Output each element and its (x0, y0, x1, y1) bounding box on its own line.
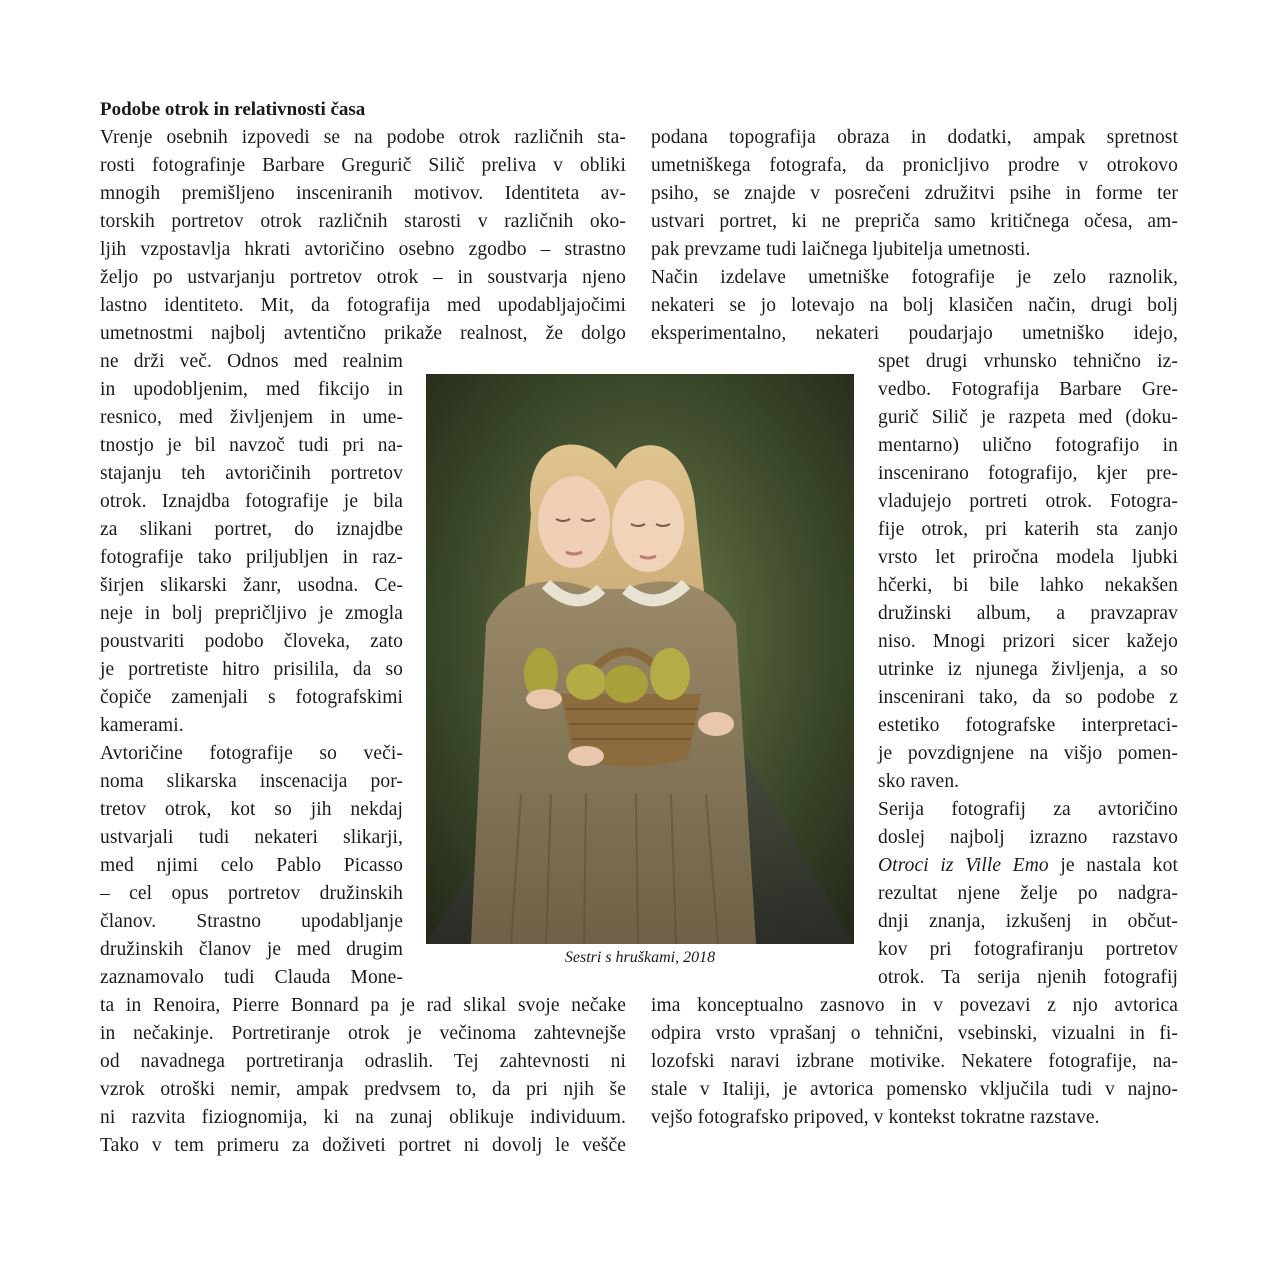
right-line: inscenirano fotografijo, kjer pre- (878, 463, 1178, 484)
left-line: poustvariti podobo človeka, zato (100, 631, 403, 652)
left-line: ni razvita fiziognomija, ki na zunaj oblikuje individuum. (100, 1107, 626, 1128)
left-line: od navadnega portretiranja odraslih. Tej zahtevnosti ni (100, 1051, 626, 1072)
right-line-with-italic-title (878, 852, 1178, 880)
right-line: je povzdignjene na višjo pomen- (878, 743, 1178, 764)
left-line: torskih portretov otrok različnih starosti v različnih oko- (100, 211, 626, 232)
left-line: in upodobljenim, med fikcijo in (100, 379, 403, 400)
right-line: lozofski naravi izbrane motivike. Nekatere fotografije, na- (651, 1051, 1178, 1072)
right-line: odpira vrsto vprašanj o tehnični, vsebinski, vizualni in fi- (651, 1023, 1178, 1044)
right-line: inscenirani tako, da so podobe z (878, 687, 1178, 708)
right-line: eksperimentalno, nekateri poudarjajo umetniško idejo, (651, 323, 1178, 344)
left-line: tretov otrok, kot so jih nekdaj (100, 799, 403, 820)
left-line: Tako v tem primeru za doživeti portret ni dovolj le vešče (100, 1135, 626, 1156)
right-line: sko raven. (878, 771, 960, 792)
left-line: vzrok otroški nemir, ampak predvsem to, da pri njih še (100, 1079, 626, 1100)
left-line: članov. Strastno upodabljanje (100, 911, 403, 932)
left-line: ljih vzpostavlja hkrati avtoričino osebno zgodbo – strastno (100, 239, 626, 260)
right-line: niso. Mnogi prizori sicer kažejo (878, 631, 1178, 652)
left-line: tnostjo je bil navzoč tudi pri na- (100, 435, 403, 456)
left-line: Vrenje osebnih izpovedi se na podobe otrok različnih sta- (100, 127, 626, 148)
right-line: nekateri se jo lotevajo na bolj klasičen način, drugi bolj (651, 295, 1178, 316)
left-line: med njimi celo Pablo Picasso (100, 855, 403, 876)
right-line: rezultat njene želje po nadgra- (878, 883, 1178, 904)
right-line: vladujejo portreti otrok. Fotogra- (878, 491, 1178, 512)
right-line: podana topografija obraza in dodatki, ampak spretnost (651, 127, 1178, 148)
left-line: otrok. Iznajdba fotografije je bila (100, 491, 403, 512)
right-line: vrsto let priročna modela ljubki (878, 547, 1178, 568)
left-line: resnico, med življenjem in ume- (100, 407, 403, 428)
left-line: je portretiste hitro prisilila, da so (100, 659, 403, 680)
photo-sisters-with-pears (426, 374, 854, 944)
left-line: neje in bolj prepričljivo je zmogla (100, 603, 403, 624)
right-line: gurič Silič je razpeta med (doku- (878, 407, 1178, 428)
right-line: estetiko fotografske interpretaci- (878, 715, 1178, 736)
left-line: kamerami. (100, 715, 184, 736)
left-line: čopiče zamenjali s fotografskimi (100, 687, 403, 708)
left-line: fotografije tako priljubljen in raz- (100, 547, 403, 568)
right-line: Serija fotografij za avtoričino (878, 799, 1178, 820)
exhibition-title: Otroci iz Ville Emo (878, 855, 1049, 876)
left-line: noma slikarska inscenacija por- (100, 771, 403, 792)
left-line: in nečakinje. Portretiranje otrok je večinoma zahtevnejše (100, 1023, 626, 1044)
right-line: vedbo. Fotografija Barbare Gre- (878, 379, 1178, 400)
right-line: mentarno) ulično fotografijo in (878, 435, 1178, 456)
left-line: željo po ustvarjanju portretov otrok – in soustvarja njeno (100, 267, 626, 288)
right-line: otrok. Ta serija njenih fotografij (878, 967, 1178, 988)
left-line: ne drži več. Odnos med realnim (100, 351, 403, 372)
right-line: družinski album, a pravzaprav (878, 603, 1178, 624)
left-line: rosti fotografinje Barbare Gregurič Silič preliva v obliki (100, 155, 626, 176)
right-line: pak prevzame tudi laičnega ljubitelja umetnosti. (651, 239, 1031, 260)
right-line: dnji znanja, izkušenj in občut- (878, 911, 1178, 932)
left-line: stajanju teh avtoričinih portretov (100, 463, 403, 484)
right-line: vejšo fotografsko pripoved, v kontekst tokratne razstave. (651, 1107, 1100, 1128)
right-line: Način izdelave umetniške fotografije je zelo raznolik, (651, 267, 1178, 288)
left-line: Avtoričine fotografije so veči- (100, 743, 403, 764)
left-line: mnogih premišljeno insceniranih motivov. Identiteta av- (100, 183, 626, 204)
left-line: širjen slikarski žanr, usodna. Ce- (100, 575, 403, 596)
left-line: umetnostmi najbolj avtentično prikaže realnost, že dolgo (100, 323, 626, 344)
right-line: spet drugi vrhunsko tehnično iz- (878, 351, 1178, 372)
right-line: ima konceptualno zasnovo in v povezavi z njo avtorica (651, 995, 1178, 1016)
left-line: ustvarjali tudi nekateri slikarji, (100, 827, 403, 848)
left-line: lastno identiteto. Mit, da fotografija med upodabljajočimi (100, 295, 626, 316)
right-line: doslej najbolj izrazno razstavo (878, 827, 1178, 848)
right-line: ustvari portret, ki ne prepriča samo kritičnega očesa, am- (651, 211, 1178, 232)
right-line: psiho, se znajde v posrečeni združitvi psihe in forme ter (651, 183, 1178, 204)
left-line: družinskih članov je med drugim (100, 939, 403, 960)
right-line: stale v Italiji, je avtorica pomensko vključila tudi v najno- (651, 1079, 1178, 1100)
article-heading: Podobe otrok in relativnosti časa (100, 99, 366, 120)
photo-illustration (426, 374, 854, 944)
right-line: umetniškega fotografa, da pronicljivo prodre v otrokovo (651, 155, 1178, 176)
right-line-rest: je nastala kot (1048, 855, 1178, 876)
left-line: – cel opus portretov družinskih (100, 883, 403, 904)
right-line: kov pri fotografiranju portretov (878, 939, 1178, 960)
photo-caption: Sestri s hruškami, 2018 (564, 949, 716, 966)
right-line: fije otrok, pri katerih sta zanjo (878, 519, 1178, 540)
right-line: hčerki, bi bile lahko nekakšen (878, 575, 1178, 596)
left-line: za slikani portret, do iznajdbe (100, 519, 403, 540)
right-line: utrinke iz njunega življenja, a so (878, 659, 1178, 680)
left-line: ta in Renoira, Pierre Bonnard pa je rad slikal svoje nečake (100, 995, 626, 1016)
left-line: zaznamovalo tudi Clauda Mone- (100, 967, 403, 988)
